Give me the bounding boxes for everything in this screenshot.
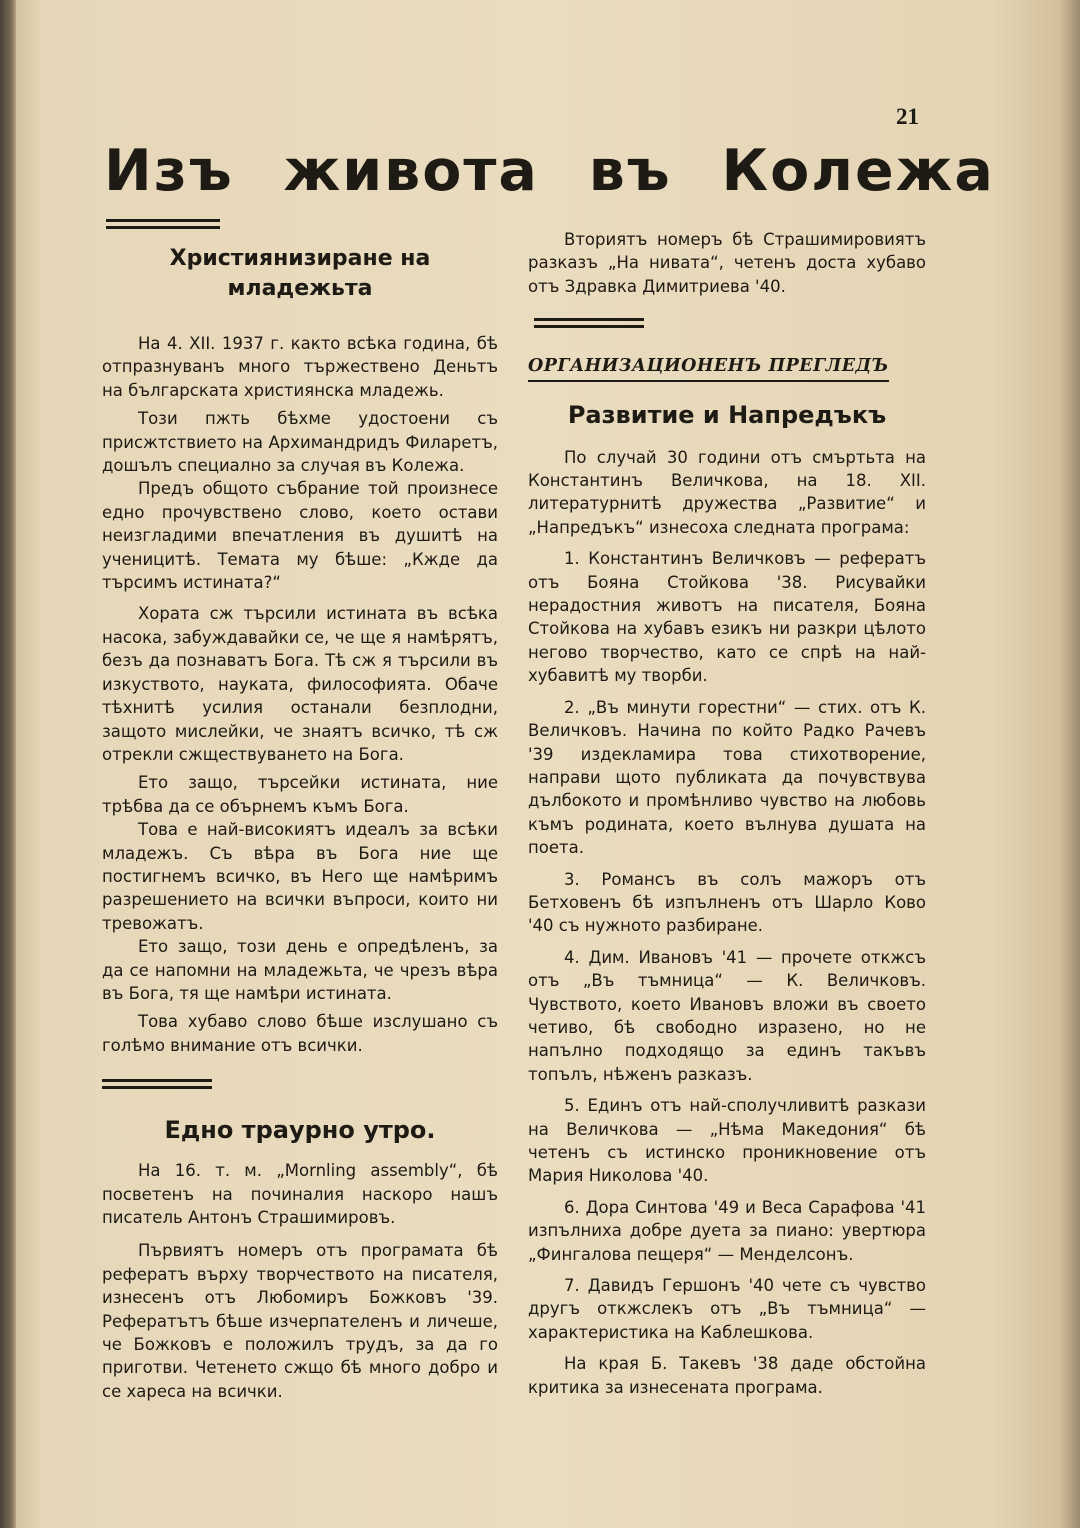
paragraph: 2. „Въ минути горестни“ — стих. отъ К. Величковъ. Начина по който Радко Рачевъ '39 издекламира това стихотворение, направи щото публиката да почувствува дълбокото и промѣнливо чувство на любовь къмъ родината, което вълнува душата на поета. — [528, 697, 926, 858]
paragraph: 6. Дора Синтова '49 и Веса Сарафова '41 изпълниха добре дуета за пиано: увертюра „Фингалова пещеря“ — Менделсонъ. — [528, 1197, 926, 1264]
paragraph: Ето защо, този день е опредѣленъ, за да се напомни на младежьта, че чрезъ вѣра въ Бога, тя ще намѣри истината. — [102, 937, 498, 1003]
paragraph: Вториятъ номеръ бѣ Страшимировиятъ разказъ „На нивата“, четенъ доста хубаво отъ Здравка Димитриева '40. — [528, 230, 926, 296]
title-rule — [106, 219, 220, 229]
section-divider — [102, 1079, 212, 1089]
paragraph: 5. Единъ отъ най-сполучливитѣ разкази на Величкова — „Нѣма Македония“ бѣ четенъ съ истинско проникновение отъ Мария Николова '40. — [528, 1096, 926, 1186]
paragraph: Ето защо, търсейки истината, ние трѣбва да се обърнемъ къмъ Бога. — [102, 773, 498, 816]
section-divider — [534, 318, 644, 328]
paragraph: Това е най-високиятъ идеалъ за всѣки младежъ. Съ вѣра въ Бога ние ще постигнемъ всичко, въ Него ще намѣримъ разрешението на всички въпроси, които ни тревожатъ. — [102, 820, 498, 933]
section-title-wrap — [528, 354, 926, 381]
paragraph: Този пжть бѣхме удостоени съ присжтствието на Архимандридъ Филаретъ, дошълъ специално за случая въ Колежа. — [102, 409, 498, 476]
page-edge-shadow — [1060, 0, 1080, 1528]
paragraph: 4. Дим. Ивановъ '41 — прочете откжсъ отъ „Въ тъмница“ — К. Величковъ. Чувството, което Ивановъ вложи въ своето четиво, бѣ свободно изразено, но не напълно подходящо за единъ такъвъ топълъ, нѣженъ разказъ. — [528, 947, 926, 1084]
paragraph: 1. Константинъ Величковъ — рефератъ отъ Бояна Стойкова '38. Рисувайки нерадостния животъ на писателя, Бояна Стойкова на хубавъ езикъ ни разкри цѣлото негово творчество, като се спрѣ на най-хубавитѣ му творби. — [528, 549, 926, 686]
page-title: Изъ живота въ Колежа — [104, 138, 995, 204]
paragraph: Предъ общото събрание той произнесе едно прочувствено слово, което остави неизгладими впечатления въ душитѣ на ученицитѣ. Темата му бѣше: „Кжде да търсимъ истината?“ — [102, 479, 498, 593]
paragraph: На края Б. Такевъ '38 даде обстойна критика за изнесената програма. — [528, 1354, 926, 1397]
paragraph: На 16. т. м. „Mornling assembly“, бѣ посветенъ на починалия наскоро нашъ писатель Антонъ Страшимировъ. — [102, 1161, 498, 1227]
left-column — [102, 244, 498, 1408]
paragraph: Това хубаво слово бѣше изслушано съ голѣмо внимание отъ всички. — [102, 1012, 498, 1055]
article-heading-mourning-morning: Едно траурно утро. — [164, 1116, 436, 1145]
section-title: ОРГАНИЗАЦИОНЕНЪ ПРЕГЛЕДЪ — [528, 355, 889, 381]
right-column — [528, 228, 926, 1404]
article-heading-christianization: Християнизиране на младежьта — [169, 246, 431, 301]
article-heading-development: Развитие и Напредъкъ — [567, 400, 887, 429]
paragraph: По случай 30 години отъ смъртьта на Константинъ Величкова, на 18. XII. литературнитѣ дружества „Развитие“ и „Напредъкъ“ изнесоха следната програма: — [528, 447, 926, 537]
book-spine — [0, 0, 16, 1528]
page-number: 21 — [896, 104, 919, 129]
paragraph: Първиятъ номеръ отъ програмата бѣ рефератъ върху творчеството на писателя, изнесенъ отъ Любомиръ Божковъ '39. Рефератътъ бѣше изчерпателенъ и личеше, че Божковъ е положилъ трудъ, за да го приготви. Четенето сжщо бѣ много добро и се хареса на всички. — [102, 1241, 498, 1401]
paragraph: 7. Давидъ Гершонъ '40 чете съ чувство другъ откжслекъ отъ „Въ тъмница“ — характеристика на Каблешкова. — [528, 1276, 926, 1342]
paragraph: 3. Романсъ въ солъ мажоръ отъ Бетховенъ бѣ изпълненъ отъ Шарло Ково '40 съ нужното разбиране. — [528, 869, 926, 936]
paragraph: На 4. XII. 1937 г. както всѣка година, бѣ отпразнуванъ много тържествено Деньтъ на българската християнска младежь. — [102, 334, 498, 400]
paragraph: Хората сж търсили истината въ всѣка насока, забуждавайки се, че ще я намѣрятъ, безъ да познаватъ Бога. Тѣ сж я търсили въ изкуството, науката, философията. Обаче тѣхнитѣ усилия останали безплодни, защото мислейки, че знаятъ всичко, тѣ сж отрекли сжществуването на Бога. — [102, 604, 498, 764]
